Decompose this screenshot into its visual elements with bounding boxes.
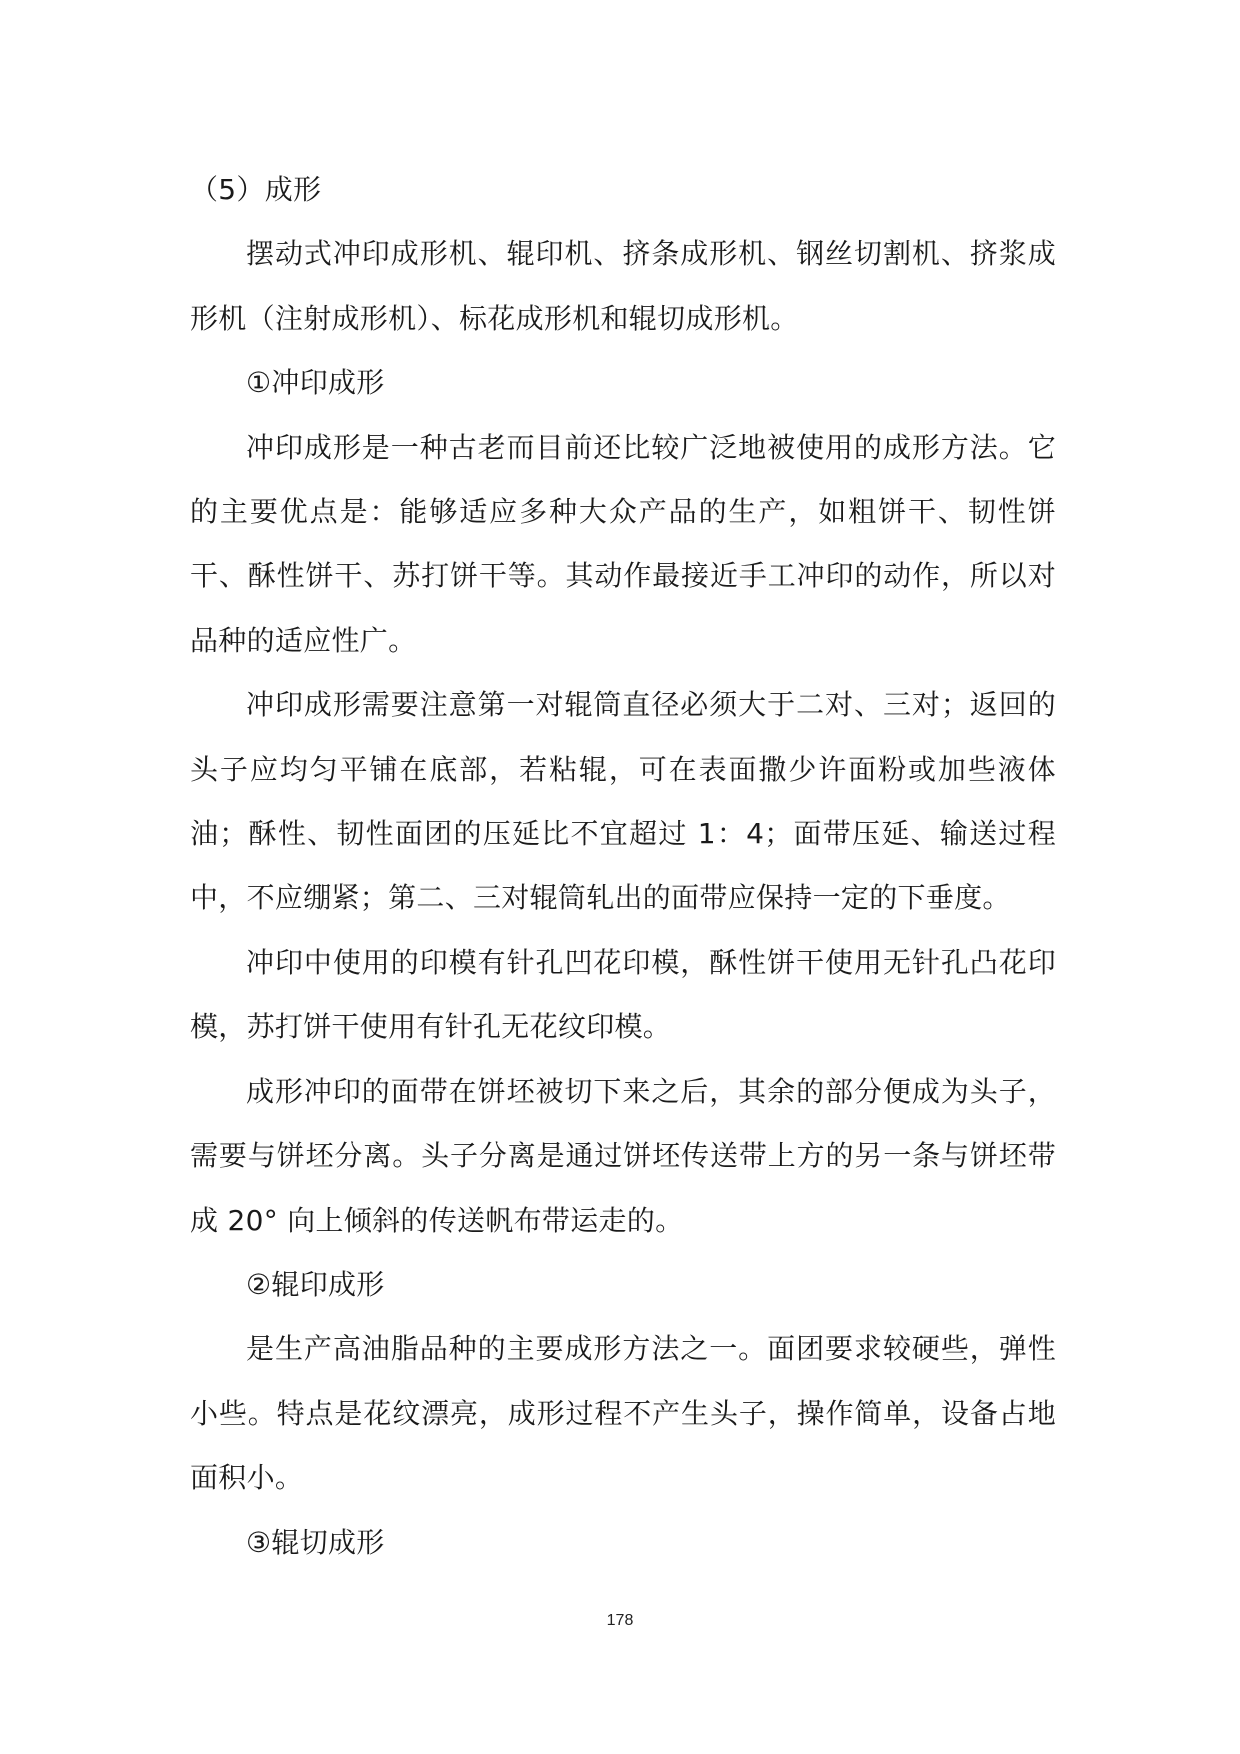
subsection-heading-stamping: ①冲印成形 xyxy=(246,366,385,400)
intro-paragraph: 摆动式冲印成形机、辊印机、挤条成形机、钢丝切割机、挤浆成形机（注射成形机）、标花成形机和辊切成形机。 xyxy=(190,237,1056,335)
page-number: 178 xyxy=(606,1612,634,1629)
paragraph: 成形冲印的面带在饼坯被切下来之后，其余的部分便成为头子，需要与饼坯分离。头子分离是通过饼坯传送带上方的另一条与饼坯带成 20° 向上倾斜的传送帆布带运走的。 xyxy=(190,1074,1056,1237)
section-heading: （5）成形 xyxy=(190,173,322,206)
subsection-heading-roll-cutting: ③辊切成形 xyxy=(246,1525,385,1559)
paragraph: 是生产高油脂品种的主要成形方法之一。面团要求较硬些，弹性小些。特点是花纹漂亮，成形过程不产生头子，操作简单，设备占地面积小。 xyxy=(190,1332,1056,1495)
subsection-heading-roll-printing: ②辊印成形 xyxy=(246,1267,385,1301)
page-body xyxy=(190,158,1056,1575)
paragraph: 冲印成形是一种古老而目前还比较广泛地被使用的成形方法。它的主要优点是：能够适应多种大众产品的生产，如粗饼干、韧性饼干、酥性饼干、苏打饼干等。其动作最接近手工冲印的动作，所以对品种的适应性广。 xyxy=(190,430,1056,657)
paragraph: 冲印中使用的印模有针孔凹花印模，酥性饼干使用无针孔凸花印模，苏打饼干使用有针孔无花纹印模。 xyxy=(190,945,1056,1044)
paragraph: 冲印成形需要注意第一对辊筒直径必须大于二对、三对；返回的头子应均匀平铺在底部，若粘辊，可在表面撒少许面粉或加些液体油；酥性、韧性面团的压延比不宜超过 1：4；面带压延、输送过程中，不应绷紧；第二、三对辊筒轧出的面带应保持一定的下垂度。 xyxy=(190,688,1056,915)
